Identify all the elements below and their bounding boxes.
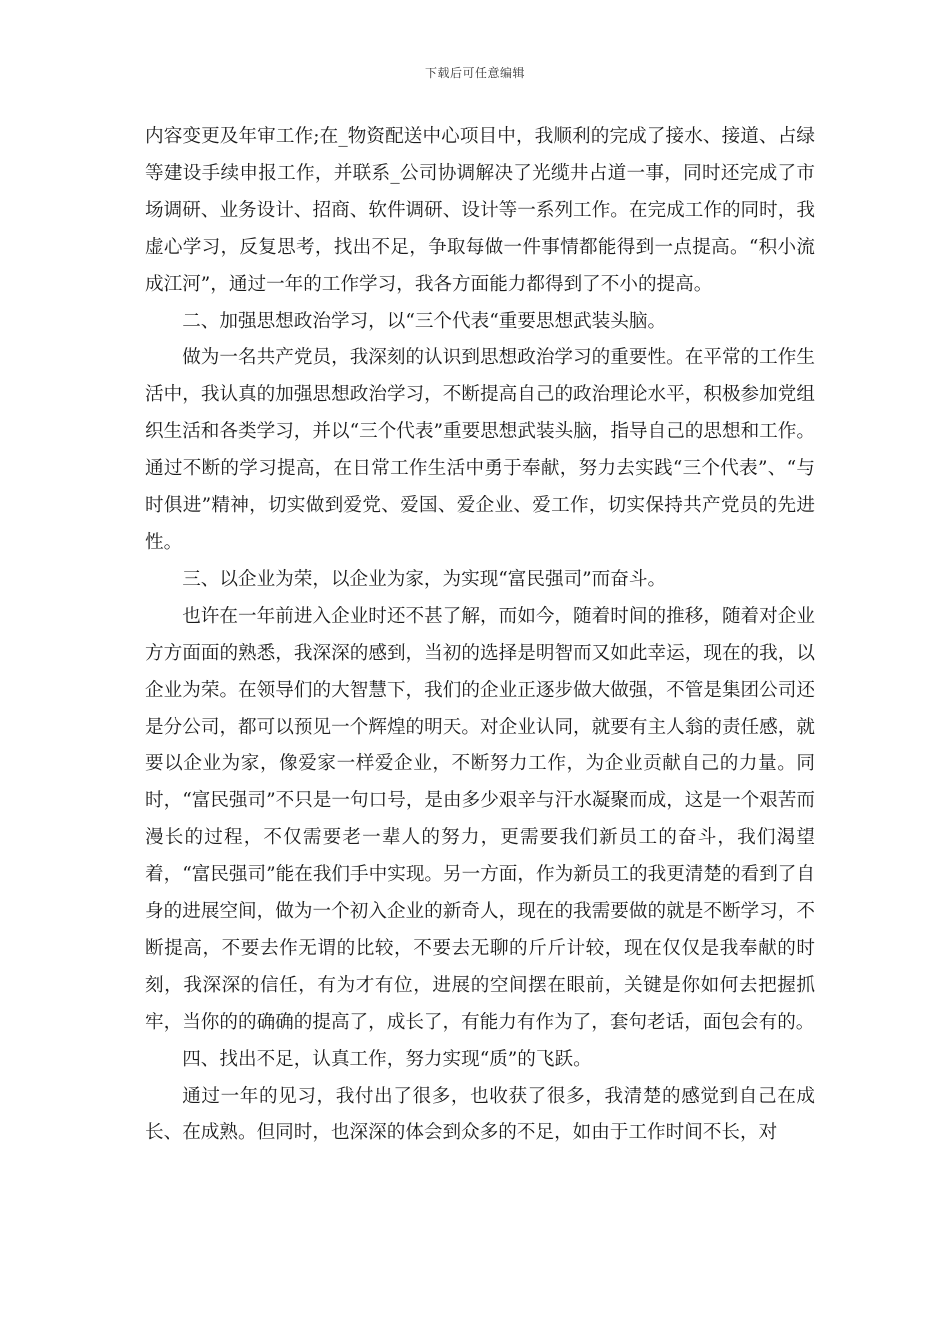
paragraph-continuation: 内容变更及年审工作;在_物资配送中心项目中，我顺利的完成了接水、接道、占绿等建设手续申报工作，并联系_公司协调解决了光缆井占道一事，同时还完成了市场调研、业务设计、招商、软件调研、设计等一系列工作。在完成工作的同时，我虚心学习，反复思考，找出不足，争取每做一件事情都能得到一点提高。“积小流成江河”，通过一年的工作学习，我各方面能力都得到了不小的提高。 — [145, 126, 815, 295]
document-body — [145, 119, 815, 1152]
paragraph-shortcomings: 通过一年的见习，我付出了很多，也收获了很多，我清楚的感觉到自己在成长、在成熟。但同时，也深深的体会到众多的不足，如由于工作时间不长，对 — [145, 1085, 815, 1144]
paragraph-enterprise: 也许在一年前进入企业时还不甚了解，而如今，随着时间的推移，随着对企业方方面面的熟悉，我深深的感到，当初的选择是明智而又如此幸运，现在的我，以企业为荣。在领导们的大智慧下，我们的企业正逐步做大做强，不管是集团公司还是分公司，都可以预见一个辉煌的明天。对企业认同，就要有主人翁的责任感，就要以企业为家，像爱家一样爱企业，不断努力工作，为企业贡献自己的力量。同时，“富民强司”不只是一句口号，是由多少艰辛与汗水凝聚而成，这是一个艰苦而漫长的过程，不仅需要老一辈人的努力，更需要我们新员工的奋斗，我们渴望着，“富民强司”能在我们手中实现。另一方面，作为新员工的我更清楚的看到了自身的进展空间，做为一个初入企业的新奇人，现在的我需要做的就是不断学习，不断提高，不要去作无谓的比较，不要去无聊的斤斤计较，现在仅仅是我奉献的时刻，我深深的信任，有为才有位，进展的空间摆在眼前，关键是你如何去把握抓牢，当你的的确确的提高了，成长了，有能力有作为了，套句老话，面包会有的。 — [145, 605, 815, 1033]
section-heading-2: 二、加强思想政治学习，以“三个代表“重要思想武装头脑。 — [182, 310, 667, 332]
page-header-note: 下载后可任意编辑 — [424, 66, 525, 80]
section-heading-3: 三、以企业为荣，以企业为家，为实现“富民强司”而奋斗。 — [182, 568, 667, 590]
paragraph-politics: 做为一名共产党员，我深刻的认识到思想政治学习的重要性。在平常的工作生活中，我认真的加强思想政治学习，不断提高自己的政治理论水平，积极参加党组织生活和各类学习，并以“三个代表”重要思想武装头脑，指导自己的思想和工作。通过不断的学习提高，在日常工作生活中勇于奉献，努力去实践“三个代表”、“与时俱进”精神，切实做到爱党、爱国、爱企业、爱工作，切实保持共产党员的先进性。 — [145, 347, 815, 553]
section-heading-4: 四、找出不足，认真工作，努力实现“质”的飞跃。 — [182, 1048, 592, 1070]
